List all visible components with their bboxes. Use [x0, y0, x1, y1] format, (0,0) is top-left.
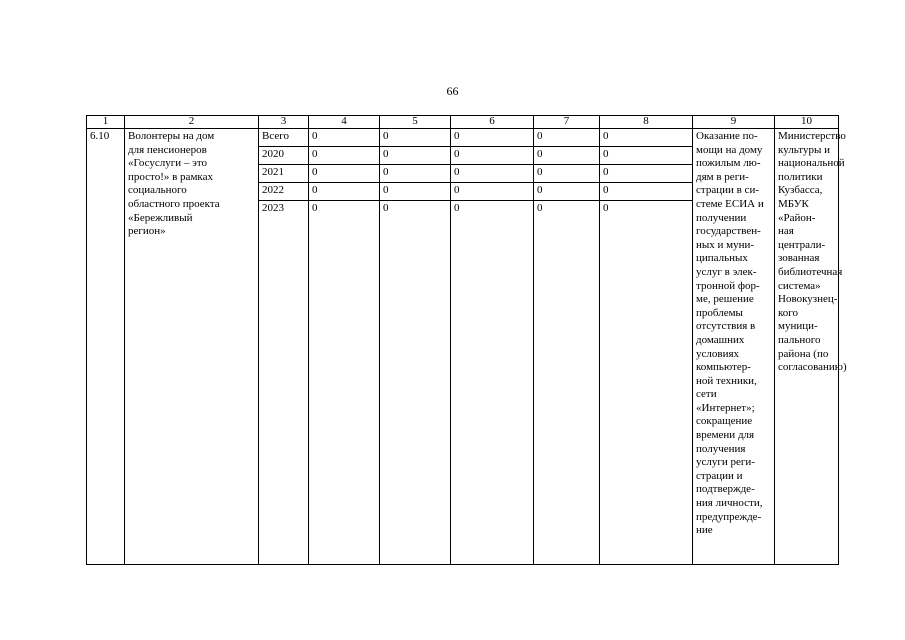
- funding-value: 0: [534, 147, 600, 165]
- funding-value: 0: [534, 129, 600, 147]
- funding-value: 0: [309, 201, 380, 565]
- period-label: Всего: [259, 129, 309, 147]
- funding-value: 0: [451, 147, 534, 165]
- column-number: 7: [534, 116, 600, 129]
- funding-value: 0: [451, 183, 534, 201]
- column-number: 1: [87, 116, 125, 129]
- table-row: [87, 129, 839, 147]
- funding-value: 0: [380, 147, 451, 165]
- funding-value: 0: [534, 183, 600, 201]
- funding-value: 0: [600, 129, 693, 147]
- activity-name: Волонтеры на дом для пенсионеров «Госуслуги – это просто!» в рамках социального областного проекта «Бережливый регион»: [125, 129, 259, 565]
- period-label: 2021: [259, 165, 309, 183]
- funding-value: 0: [534, 201, 600, 565]
- funding-value: 0: [380, 201, 451, 565]
- funding-value: 0: [600, 165, 693, 183]
- column-number: 4: [309, 116, 380, 129]
- funding-value: 0: [309, 165, 380, 183]
- executor: Министерство культуры и национальной политики Кузбасса, МБУК «Район- ная централи- зованная библиотечная система» Новокузнец- кого муници- пального района (по согласованию): [775, 129, 839, 565]
- column-number: 10: [775, 116, 839, 129]
- funding-value: 0: [309, 129, 380, 147]
- funding-value: 0: [451, 201, 534, 565]
- funding-value: 0: [309, 147, 380, 165]
- funding-value: 0: [534, 165, 600, 183]
- column-number: 3: [259, 116, 309, 129]
- page-number: 66: [446, 84, 459, 98]
- funding-value: 0: [600, 201, 693, 565]
- period-label: 2023: [259, 201, 309, 565]
- column-number: 6: [451, 116, 534, 129]
- column-number: 2: [125, 116, 259, 129]
- funding-value: 0: [600, 147, 693, 165]
- funding-value: 0: [600, 183, 693, 201]
- funding-value: 0: [309, 183, 380, 201]
- column-number: 5: [380, 116, 451, 129]
- column-number: 9: [693, 116, 775, 129]
- funding-value: 0: [380, 129, 451, 147]
- expected-result: Оказание по- мощи на дому пожилым лю- дям в реги- страции в си- стеме ЕСИА и получении государствен- ных и муни- ципальных услуг в элек- тронной фор- ме, решение проблемы отсутствия в домашних условиях компьютер- ной техники, сети «Интернет»; сокращение времени для получения услуги реги- страции и подтвержде- ния личности, предупрежде- ние: [693, 129, 775, 565]
- funding-value: 0: [380, 165, 451, 183]
- funding-value: 0: [451, 129, 534, 147]
- period-label: 2020: [259, 147, 309, 165]
- activity-number: 6.10: [87, 129, 125, 565]
- program-table: [86, 115, 847, 565]
- funding-value: 0: [451, 165, 534, 183]
- period-label: 2022: [259, 183, 309, 201]
- funding-value: 0: [380, 183, 451, 201]
- column-number: 8: [600, 116, 693, 129]
- column-number-row: [87, 116, 839, 129]
